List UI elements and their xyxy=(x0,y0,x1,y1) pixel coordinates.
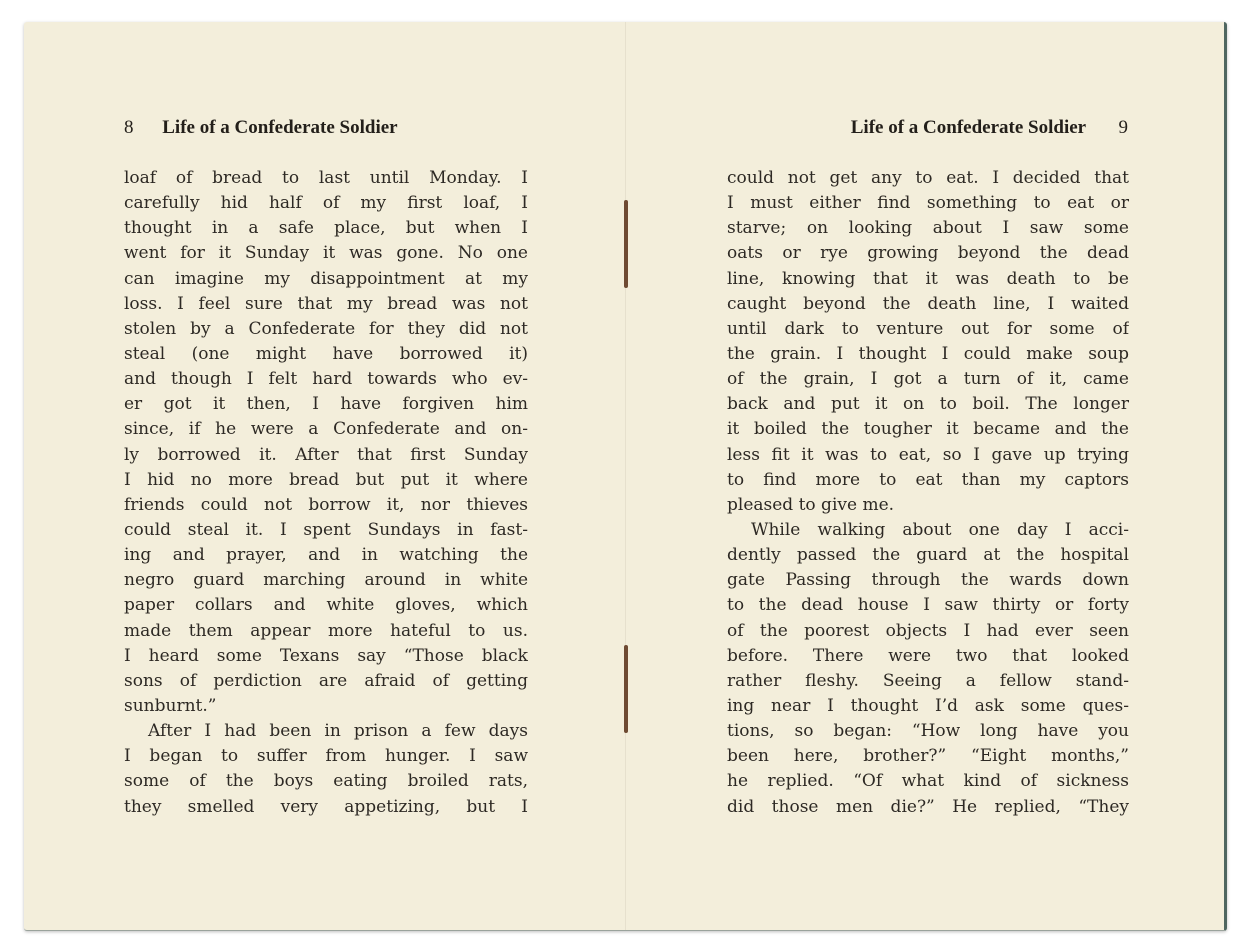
left-page-text-line: After I had been in prison a few days xyxy=(148,721,528,742)
right-page-text-line: tions, so began: “How long have you xyxy=(727,721,1129,742)
staple-bottom xyxy=(624,645,628,733)
left-page-text-line: stolen by a Confederate for they did not xyxy=(124,318,528,339)
left-page-text-line: I hid no more bread but put it where xyxy=(124,469,528,490)
left-page-text-line: I heard some Texans say “Those black xyxy=(124,645,528,666)
left-page-text-line: since, if he were a Confederate and on- xyxy=(124,419,528,440)
right-page-header xyxy=(851,114,1128,142)
left-page-text-line: steal (one might have borrowed it) xyxy=(124,343,528,364)
right-page-text-line: dently passed the guard at the hospital xyxy=(727,545,1129,566)
left-page-text-line: went for it Sunday it was gone. No one xyxy=(124,243,528,264)
left-running-title: Life of a Confederate Soldier xyxy=(162,117,398,138)
left-page-text-line: they smelled very appetizing, but I xyxy=(124,796,528,817)
page-gutter xyxy=(625,22,626,930)
right-page-text-line: starve; on looking about I saw some xyxy=(727,218,1129,239)
right-page-text-line: less fit it was to eat, so I gave up trying xyxy=(727,444,1129,465)
right-page-text-line: caught beyond the death line, I waited xyxy=(727,293,1129,314)
left-page-text-line: made them appear more hateful to us. xyxy=(124,620,528,641)
right-page-text-line: he replied. “Of what kind of sickness xyxy=(727,771,1129,792)
left-page-text-line: can imagine my disappointment at my xyxy=(124,268,528,289)
right-page-text-line: pleased to give me. xyxy=(727,494,895,515)
right-page-text-line: did those men die?” He replied, “They xyxy=(727,796,1129,817)
right-page-number: 9 xyxy=(1118,117,1128,138)
right-page-text-line: oats or rye growing beyond the dead xyxy=(727,243,1129,264)
left-page-text-line: could steal it. I spent Sundays in fast- xyxy=(124,519,528,540)
right-page-text-line: been here, brother?” “Eight months,” xyxy=(727,746,1129,767)
left-page-text-line: and though I felt hard towards who ev- xyxy=(124,369,528,390)
right-page-text-line: I must either find something to eat or xyxy=(727,193,1129,214)
right-page-text-line: gate Passing through the wards down xyxy=(727,570,1129,591)
left-page-text-line: thought in a safe place, but when I xyxy=(124,218,528,239)
right-page-text-line: could not get any to eat. I decided that xyxy=(727,168,1129,188)
right-page-text-line: rather fleshy. Seeing a fellow stand- xyxy=(727,670,1129,691)
left-page-text-line: friends could not borrow it, nor thieves xyxy=(124,494,528,515)
right-page-text-line: to the dead house I saw thirty or forty xyxy=(727,595,1129,616)
right-page-text-line: While walking about one day I acci- xyxy=(751,519,1129,540)
staple-top xyxy=(624,200,628,288)
left-page-text-line: some of the boys eating broiled rats, xyxy=(124,771,528,792)
right-page-text-line: ing near I thought I’d ask some ques- xyxy=(727,695,1129,716)
right-page-text xyxy=(727,166,1129,820)
left-page-number: 8 xyxy=(124,117,134,138)
right-page-text-line: before. There were two that looked xyxy=(727,645,1129,666)
right-page-text-line: it boiled the tougher it became and the xyxy=(727,419,1129,440)
left-page-text-line: negro guard marching around in white xyxy=(124,570,528,591)
right-page-text-line: line, knowing that it was death to be xyxy=(727,268,1129,289)
left-page-text-line: I began to suffer from hunger. I saw xyxy=(124,746,528,767)
right-running-title: Life of a Confederate Soldier xyxy=(850,117,1086,138)
right-page-text-line: the grain. I thought I could make soup xyxy=(727,343,1129,364)
left-page-text-line: carefully hid half of my first loaf, I xyxy=(124,193,528,214)
left-page-text-line: er got it then, I have forgiven him xyxy=(124,394,528,415)
left-page-text-line: ing and prayer, and in watching the xyxy=(124,545,528,566)
right-page-text-line: until dark to venture out for some of xyxy=(727,318,1129,339)
left-page-text-line: loss. I feel sure that my bread was not xyxy=(124,293,528,314)
left-page-text-line: ly borrowed it. After that first Sunday xyxy=(124,444,528,465)
left-page-header xyxy=(124,114,398,142)
left-page-text-line: paper collars and white gloves, which xyxy=(124,595,528,616)
right-page-text-line: back and put it on to boil. The longer xyxy=(727,394,1129,415)
left-page-text-line: sons of perdiction are afraid of getting xyxy=(124,670,528,691)
right-page-text-line: to find more to eat than my captors xyxy=(727,469,1129,490)
left-page-text-line: loaf of bread to last until Monday. I xyxy=(124,168,528,188)
left-page-text-line: sunburnt.” xyxy=(124,695,217,716)
left-page-text xyxy=(124,166,528,820)
right-page-text-line: of the grain, I got a turn of it, came xyxy=(727,369,1129,390)
right-page-text-line: of the poorest objects I had ever seen xyxy=(727,620,1129,641)
